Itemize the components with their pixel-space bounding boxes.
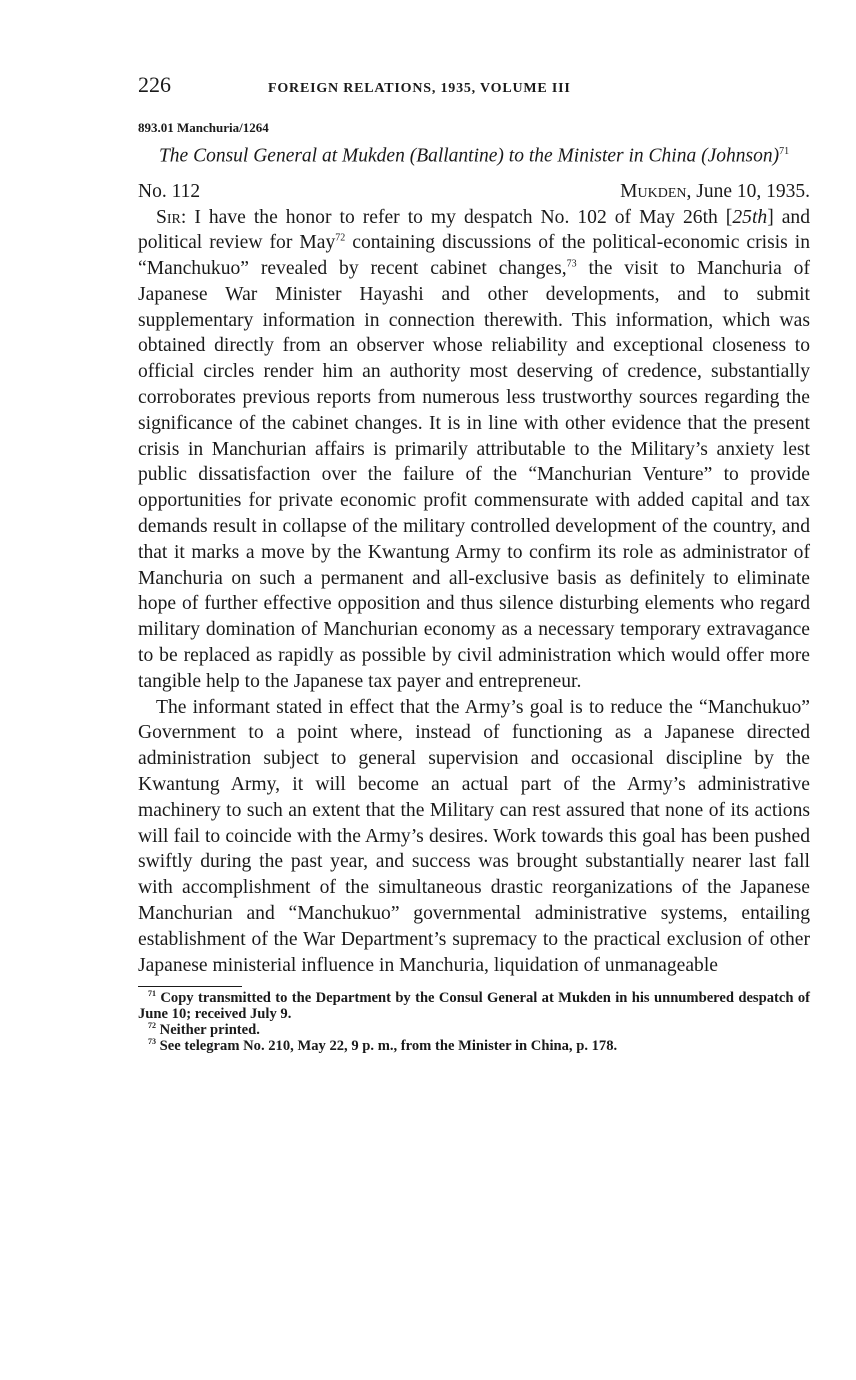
footnote-text: Copy transmitted to the Department by the Consul General at Mukden in his unnumbered despatch of June 10; received July 9. (138, 990, 810, 1023)
footnotes (138, 990, 810, 1054)
footnote-text: Neither printed. (159, 1022, 260, 1039)
date-correction: 25th (732, 206, 768, 228)
document-title-text: The Consul General at Mukden (Ballantine) to the Minister in China (Johnson) (158, 145, 780, 167)
document-page (138, 72, 810, 1054)
running-head: FOREIGN RELATIONS, 1935, VOLUME III (268, 81, 571, 96)
footnote-marker: 73 (148, 1037, 156, 1047)
page-header (138, 72, 810, 108)
date: , June 10, 1935. (686, 180, 810, 202)
place-date (620, 179, 810, 205)
footnote-ref-72: 72 (335, 232, 346, 244)
paragraph-1-part-c: containing discussions of the political-economic crisis in “Manchukuo” revealed by recent cabinet changes, (138, 232, 810, 280)
footnote-73 (138, 1038, 810, 1054)
footnote-ref-73: 73 (566, 258, 577, 270)
place: Mukden (620, 180, 687, 202)
paragraph-2: The informant stated in effect that the Army’s goal is to reduce the “Manchukuo” Government to a point where, instead of functioning as a Japanese directed administration subject to general supervision and occasional discipline by the Kwantung Army, it will become an actual part of the Army’s administrative machinery to such an extent that the Military can rest assured that none of its actions will fail to coincide with the Army’s desires. Work towards this goal has been pushed swiftly during the past year, and success was brought substantially nearer last fall with accomplishment of the simultaneous drastic reorganizations of the Japanese Manchurian and “Manchukuo” governmental administrative systems, entailing establishment of the War Department’s supremacy to the practical exclusion of other Japanese ministerial influence in Manchuria, liquidation of unmanageable (138, 696, 810, 976)
footnote-ref-71: 71 (779, 146, 790, 157)
dateline (138, 179, 810, 205)
paragraph-1-part-a: : I have the honor to refer to my despatch No. 102 of May 26th [ (180, 206, 733, 228)
paragraph-1-part-d: the visit to Manchuria of Japanese War Minister Hayashi and other developments, and to submit supplementary information in connection therewith. This information, which was obtained directly from an observer whose reliability and exceptional closeness to official circles render him an authority most deserving of credence, substantially corroborates previous reports from numerous less trustworthy sources regarding the significance of the cabinet changes. It is in line with other evidence that the present crisis in Manchurian affairs is primarily attributable to the Military’s anxiety lest public dissatisfaction over the failure of the “Manchurian Venture” to provide opportunities for private economic profit commensurate with added capital and tax demands result in collapse of the military controlled development of the country, and that it marks a move by the Kwantung Army to confirm its role as administrator of Manchuria on such a permanent and all-exclusive basis as definitely to eliminate hope of further effective opposition and thus silence disturbing elements who regard military domination of Manchurian economy as a necessary temporary extravagance to be replaced as rapidly as possible by civil administration which would offer more tangible help to the Japanese tax payer and entrepreneur. (138, 258, 810, 692)
footnote-72 (138, 1022, 810, 1038)
body-text (138, 205, 810, 979)
file-number: 893.01 Manchuria/1264 (138, 120, 269, 135)
footnote-marker: 72 (148, 1021, 156, 1031)
page-number: 226 (138, 72, 171, 97)
salutation: Sir (156, 206, 181, 228)
despatch-number: No. 112 (138, 180, 201, 202)
footnote-marker: 71 (148, 989, 156, 999)
document-title (138, 140, 810, 169)
footnote-divider (138, 986, 242, 987)
footnote-text: See telegram No. 210, May 22, 9 p. m., from the Minister in China, p. 178. (159, 1038, 618, 1055)
footnote-71 (138, 990, 810, 1022)
paragraph-1-part-b: ] and political review for May (138, 206, 810, 254)
paragraph-1 (138, 205, 810, 695)
